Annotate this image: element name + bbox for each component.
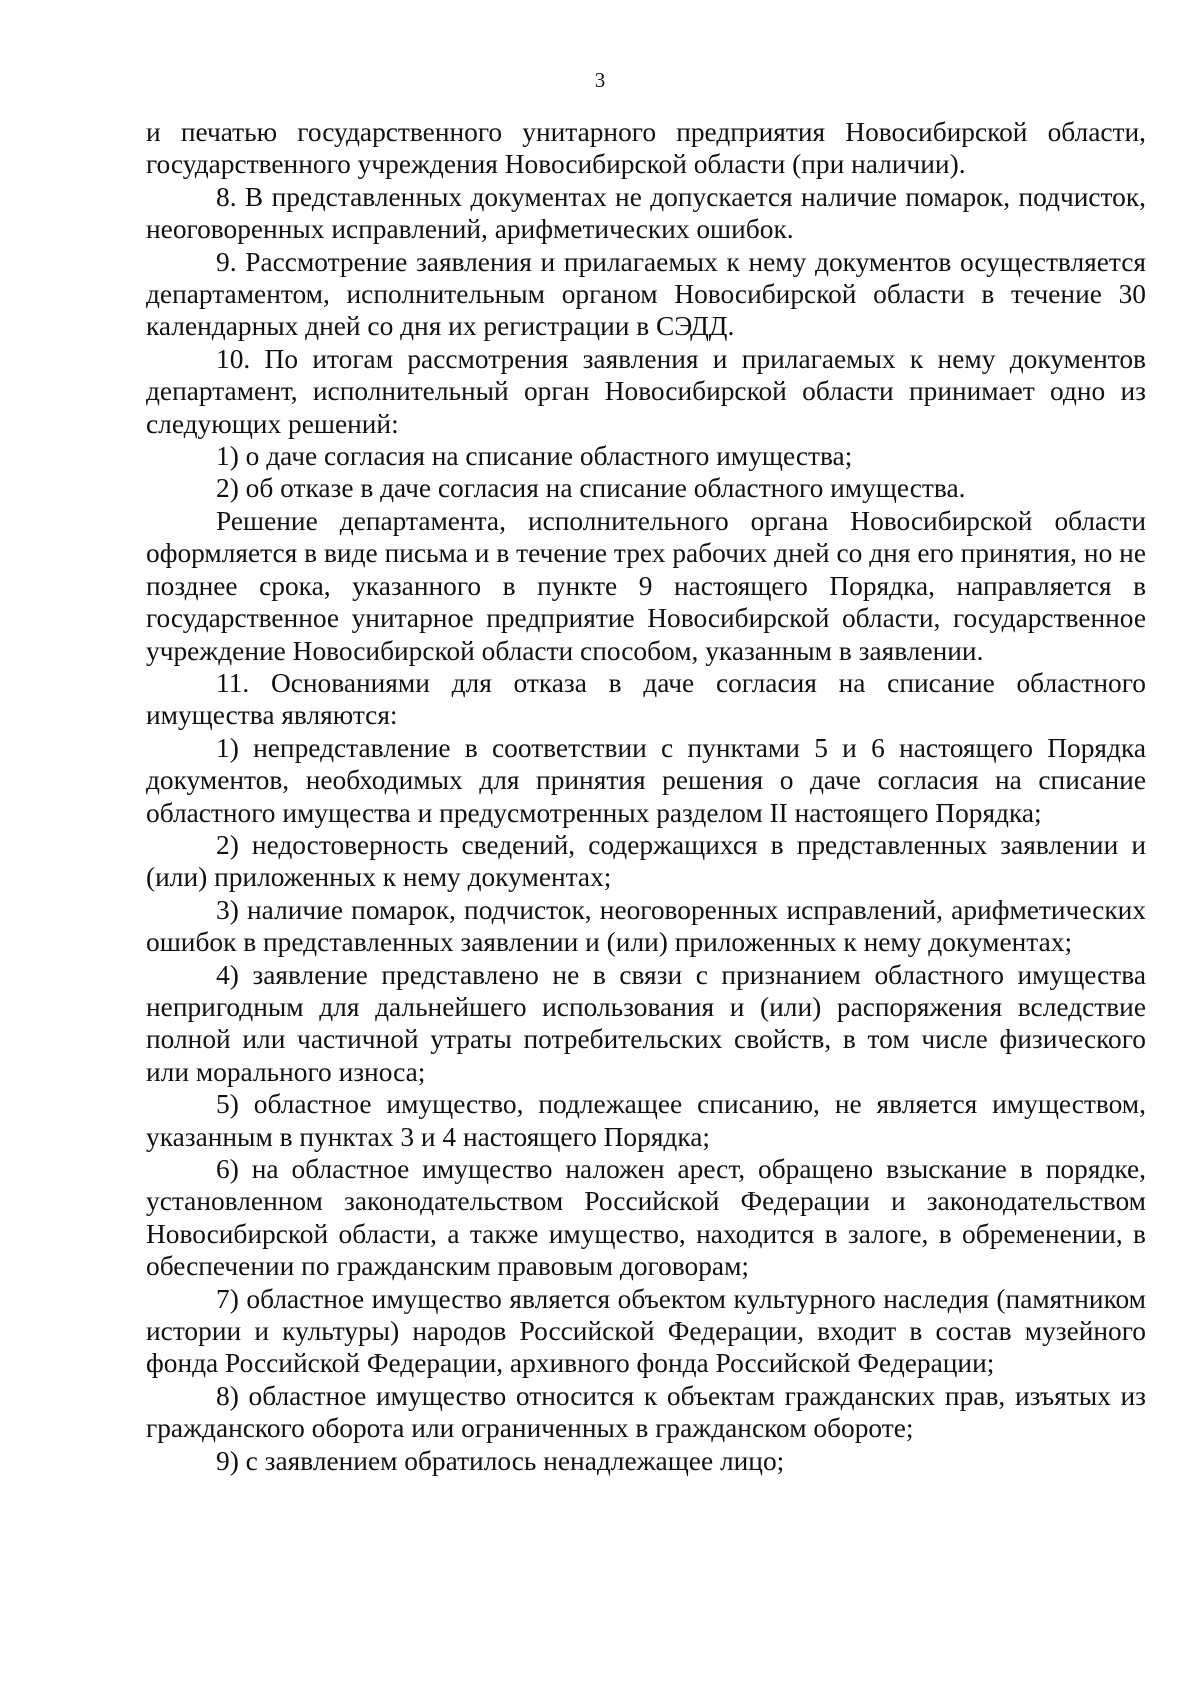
paragraph-decision-form: Решение департамента, исполнительного органа Новосибирской области оформляется в виде письма и в течение трех рабочих дней со дня его принятия, но не позднее срока, указанного в пункте 9 настоящего Порядка, направляется в государственное унитарное предприятие Новосибирской области, государственное учреждение Новосибирской области способом, указанным в заявлении. [146,505,1146,666]
document-body [146,116,1146,1477]
refusal-ground-9: 9) с заявлением обратилось ненадлежащее лицо; [216,1445,785,1476]
paragraph-item-10: 10. По итогам рассмотрения заявления и прилагаемых к нему документов департамент, исполнительный орган Новосибирской области принимает одно из следующих решений: [146,343,1146,439]
refusal-ground-3: 3) наличие помарок, подчисток, неоговоренных исправлений, арифметических ошибок в представленных заявлении и (или) приложенных к нему документах; [146,894,1146,958]
paragraph-continuation: и печатью государственного унитарного предприятия Новосибирской области, государственного учреждения Новосибирской области (при наличии). [146,117,1146,180]
paragraph-item-9: 9. Рассмотрение заявления и прилагаемых к нему документов осуществляется департаментом, исполнительным органом Новосибирской области в течение 30 календарных дней со дня их регистрации в СЭДД. [146,246,1146,342]
refusal-ground-1: 1) непредставление в соответствии с пунктами 5 и 6 настоящего Порядка документов, необходимых для принятия решения о даче согласия на списание областного имущества и предусмотренных разделом II настоящего Порядка; [146,732,1146,828]
page-number: 3 [594,68,606,92]
refusal-ground-4: 4) заявление представлено не в связи с признанием областного имущества непригодным для дальнейшего использования и (или) распоряжения вследствие полной или частичной утраты потребительских свойств, в том числе физического или морального износа; [146,959,1146,1087]
refusal-ground-6: 6) на областное имущество наложен арест, обращено взыскание в порядке, установленном законодательством Российской Федерации и законодательством Новосибирской области, а также имущество, находится в залоге, в обременении, в обеспечении по гражданским правовым договорам; [146,1154,1146,1282]
refusal-ground-2: 2) недостоверность сведений, содержащихся в представленных заявлении и (или) приложенных к нему документах; [146,829,1146,893]
decision-option-2: 2) об отказе в даче согласия на списание областного имущества. [216,473,966,504]
refusal-ground-5: 5) областное имущество, подлежащее списанию, не является имуществом, указанным в пунктах 3 и 4 настоящего Порядка; [146,1089,1146,1152]
decision-option-1: 1) о даче согласия на списание областного имущества; [216,441,853,472]
refusal-ground-8: 8) областное имущество относится к объектам гражданских прав, изъятых из гражданского оборота или ограниченных в гражданском обороте; [146,1380,1146,1444]
refusal-ground-7: 7) областное имущество является объектом культурного наследия (памятником истории и культуры) народов Российской Федерации, входит в состав музейного фонда Российской Федерации, архивного фонда Российской Федерации; [146,1283,1146,1379]
paragraph-item-8: 8. В представленных документах не допускается наличие помарок, подчисток, неоговоренных исправлений, арифметических ошибок. [146,181,1146,245]
paragraph-item-11: 11. Основаниями для отказа в даче согласия на списание областного имущества являются: [146,667,1146,731]
